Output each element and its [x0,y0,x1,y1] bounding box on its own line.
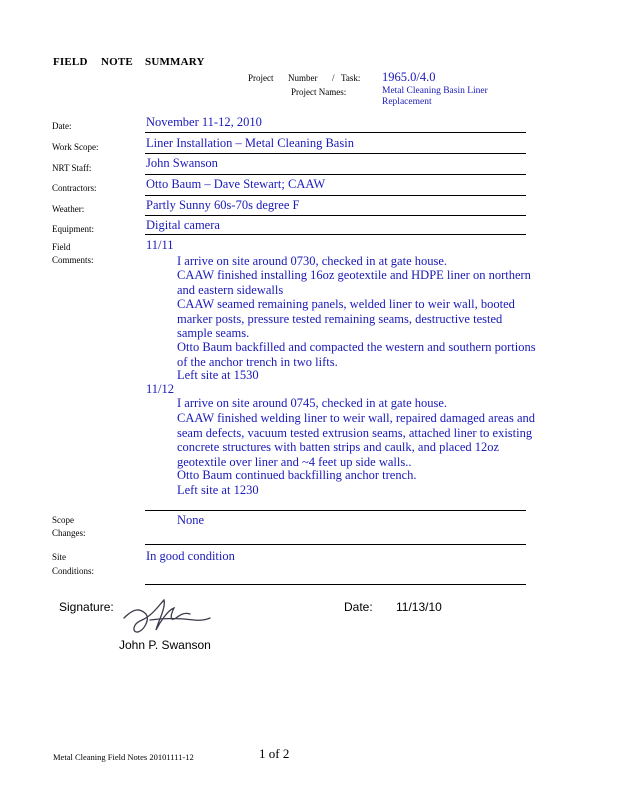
footer-doc-name: Metal Cleaning Field Notes 20101111-12 [53,752,194,762]
signature-label: Signature: [59,600,114,614]
comment-text: Left site at 1530 [177,368,259,382]
weather-value: Partly Sunny 60s-70s degree F [146,198,300,212]
day1-heading: 11/11 [146,238,174,252]
comment-text: CAAW seamed remaining panels, welded liner to weir wall, booted marker posts, pressure tested remaining seams, destructive tested sample seams. [177,297,515,340]
handwritten-signature-icon [120,596,212,640]
day2-heading: 11/12 [146,382,175,396]
work-scope-label: Work Scope: [52,142,99,152]
contractors-value: Otto Baum – Dave Stewart; CAAW [146,177,326,191]
task-label: Task: [341,73,361,83]
title-note: NOTE [101,56,133,68]
scope-changes-label-2: Changes: [52,528,86,538]
nrt-staff-rule [145,174,526,175]
page-number: 1 of 2 [259,746,290,761]
date-value: November 11-12, 2010 [146,115,262,129]
signature-date-label: Date: [344,600,373,614]
contractors-label: Contractors: [52,183,97,193]
nrt-staff-value: John Swanson [146,156,218,170]
project-name-line1: Metal Cleaning Basin Liner [382,86,488,96]
comment-text: CAAW finished welding liner to weir wall, repaired damaged areas and seam defects, vacuum tested extrusion seams, attached liner to existing concrete structures with batten strips and caulk, and placed 12oz geotextile over liner and ~4 feet up side walls.. [177,411,536,469]
comment-text: Otto Baum backfilled and compacted the western and southern portions of the anchor trench in two lifts. [177,340,536,369]
number-label: Number [288,73,318,83]
scope-changes-rule [145,544,526,545]
date-rule [145,132,526,133]
project-names-label: Project Names: [291,87,347,97]
scope-changes-value: None [177,513,205,527]
comment-text: Otto Baum continued backfilling anchor trench. [177,468,417,482]
comment-text: I arrive on site around 0730, checked in at gate house. [177,254,448,268]
contractors-rule [145,195,526,196]
equipment-rule [145,234,526,235]
nrt-staff-label: NRT Staff: [52,163,92,173]
comment-text: Left site at 1230 [177,483,259,497]
comment-text: CAAW finished installing 16oz geotextile and HDPE liner on northern and eastern sidewalls [177,268,531,297]
site-conditions-rule [145,584,526,585]
site-conditions-label-2: Conditions: [52,566,95,576]
comments-label-1: Field [52,242,71,252]
equipment-label: Equipment: [52,224,94,234]
signer-name: John P. Swanson [119,638,211,652]
weather-label: Weather: [52,204,85,214]
work-scope-rule [145,153,526,154]
equipment-value: Digital camera [146,218,220,232]
title-summary: SUMMARY [145,56,205,68]
scope-changes-label-1: Scope [52,515,74,525]
project-number: 1965.0/4.0 [382,70,436,84]
comments-label-2: Comments: [52,255,94,265]
title-field: FIELD [53,56,88,68]
weather-rule [145,215,526,216]
date-label: Date: [52,121,72,131]
slash: / [332,73,335,83]
signature-date-value: 11/13/10 [396,600,442,614]
site-conditions-value: In good condition [146,549,235,563]
comment-text: I arrive on site around 0745, checked in at gate house. [177,396,448,410]
project-label: Project [248,73,274,83]
site-conditions-label-1: Site [52,552,67,562]
project-name-line2: Replacement [382,97,432,107]
comments-rule [145,510,526,511]
work-scope-value: Liner Installation – Metal Cleaning Basin [146,136,354,150]
